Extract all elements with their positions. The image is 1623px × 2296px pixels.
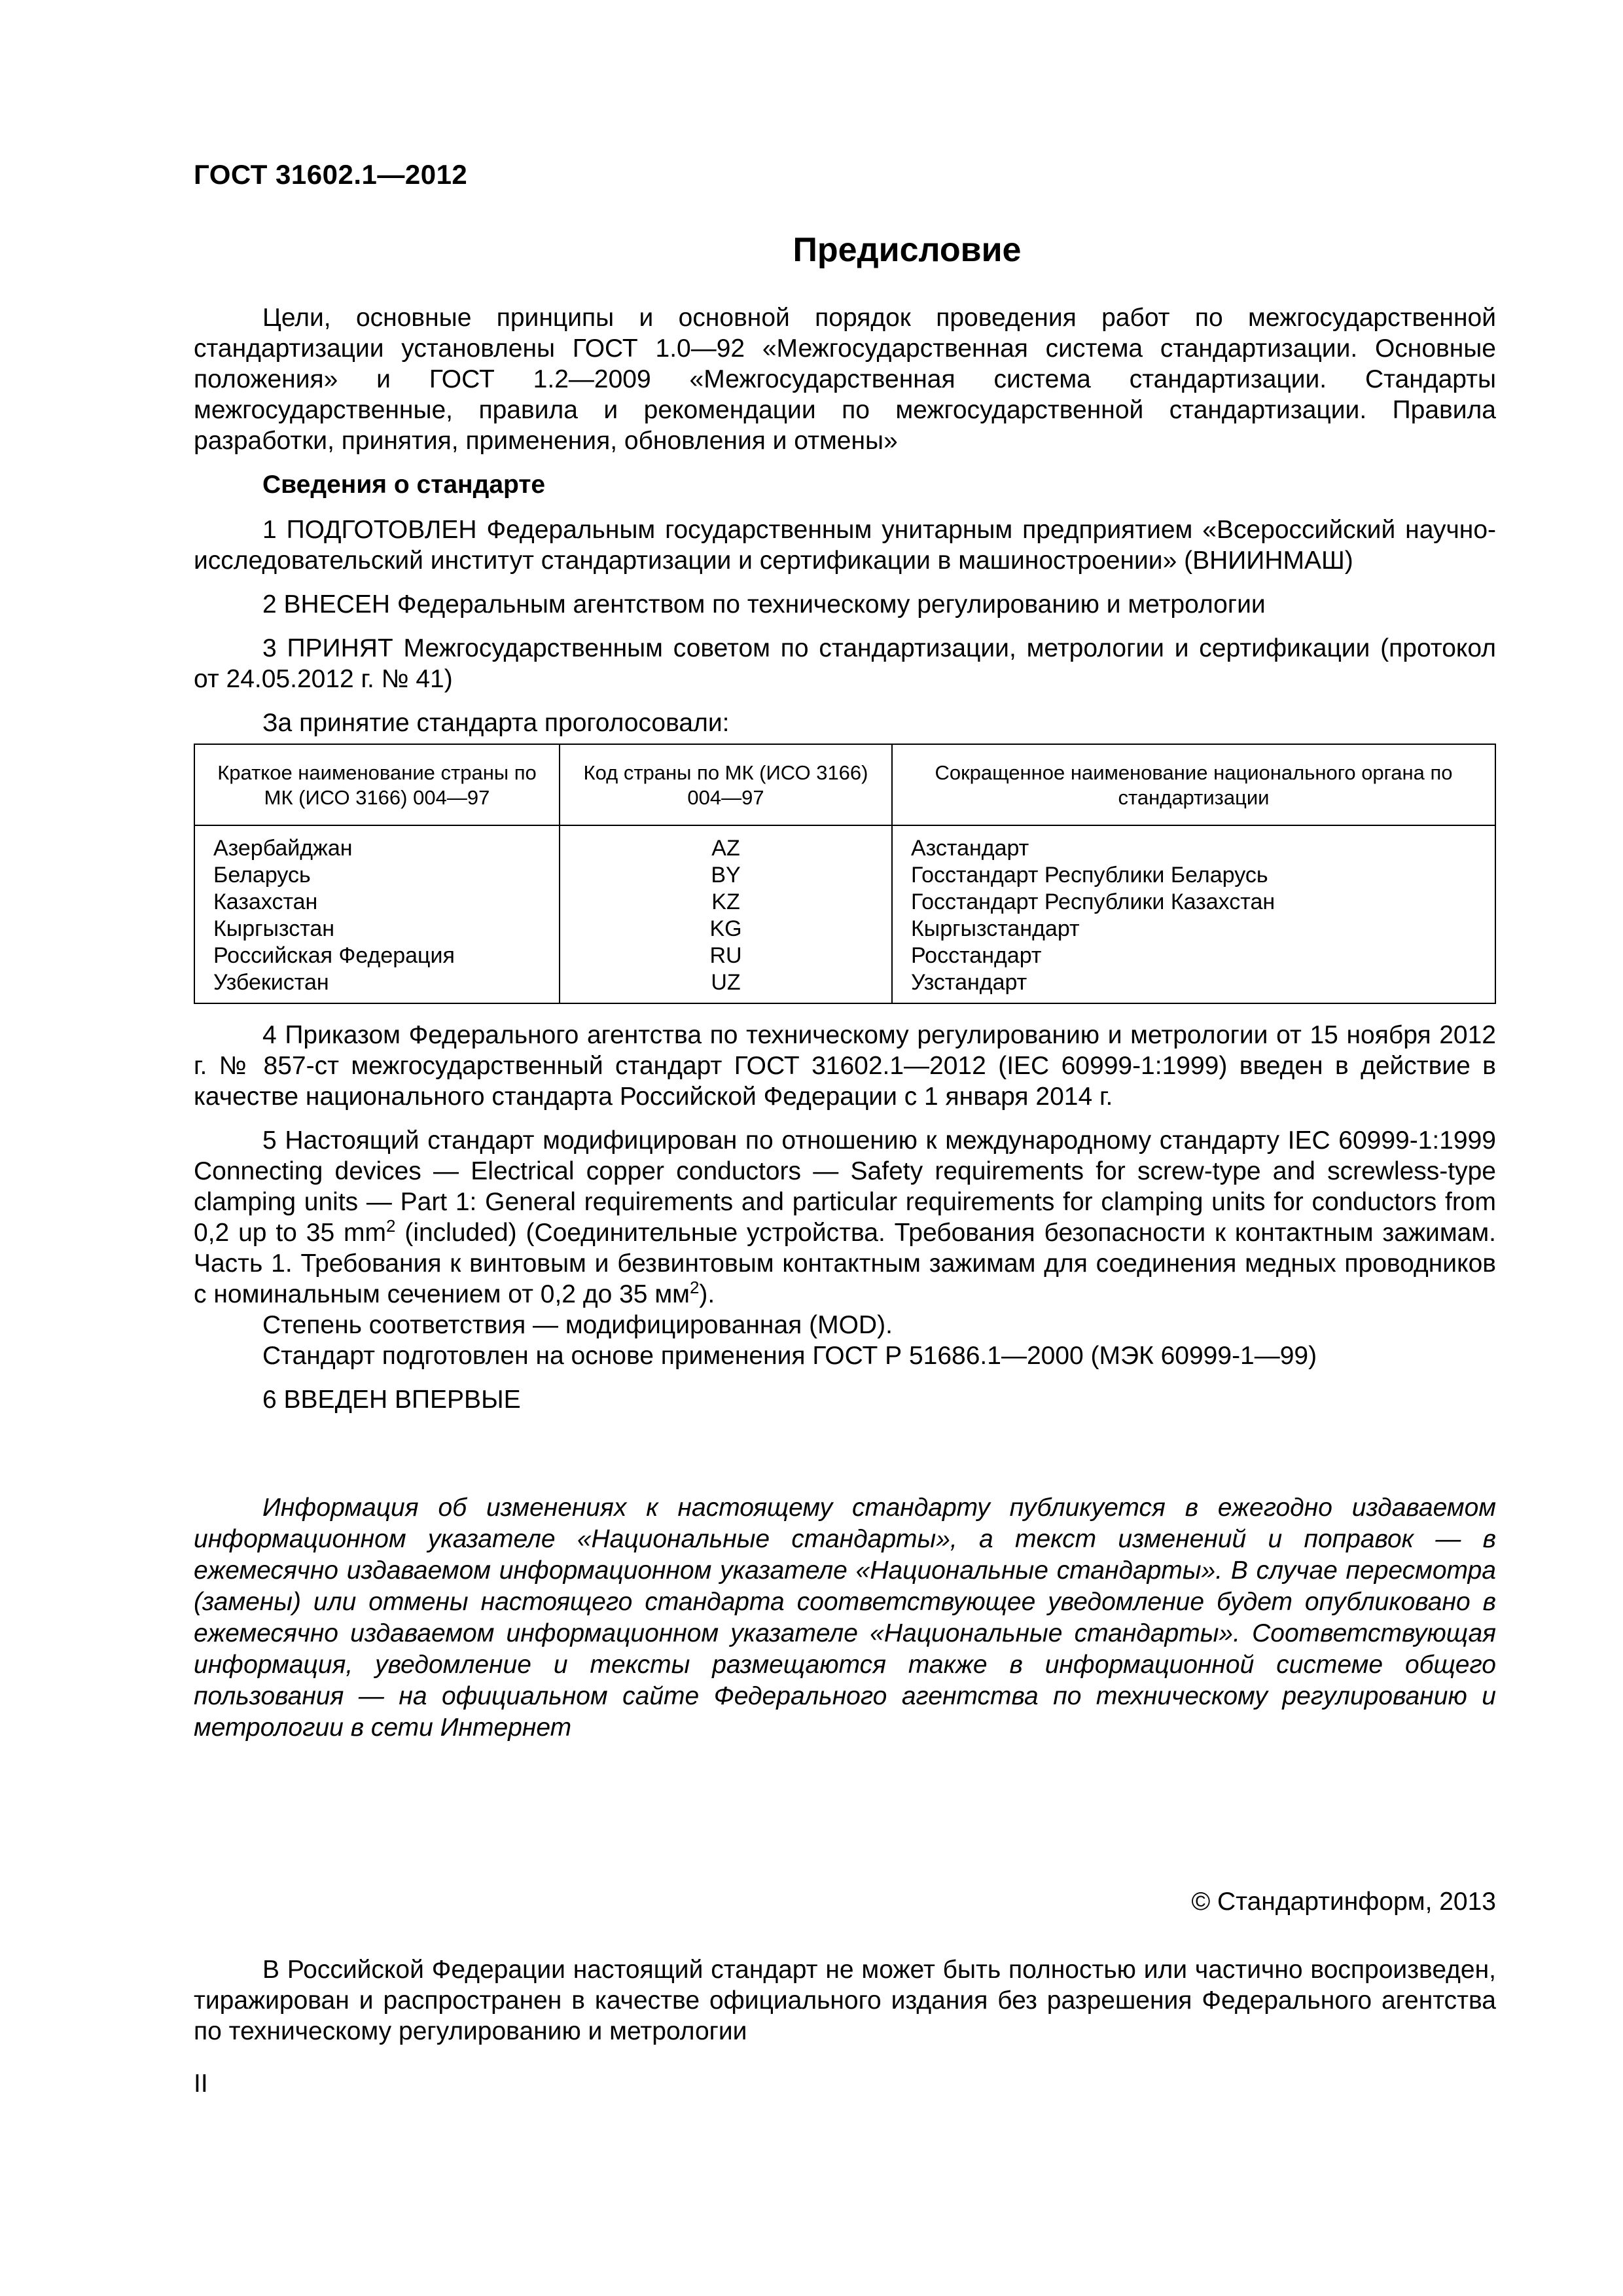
item-5-text-a: 5 Настоящий стандарт модифицирован по отношению к международному стандарту IEC 60999-1:1999 Connecting devices — Electrical copper conductors — Safety requirements for screw-type and screwless-type clamping units — Part 1: General requirements and particular requirements for clamping units for conductors from 0,2 up to 35 mm: [194, 1126, 1496, 1247]
intro-paragraph: Цели, основные принципы и основной порядок проведения работ по межгосударственной стандартизации установлены ГОСТ 1.0—92 «Межгосударственная система стандартизации. Основные положения» и ГОСТ 1.2—2009 «Межгосударственная система стандартизации. Стандарты межгосударственные, правила и рекомендации по межгосударственной стандартизации. Правила разработки, принятия, применения, обновления и отмены»: [194, 304, 1496, 455]
country-cell: Беларусь: [194, 862, 560, 889]
code-cell: KZ: [560, 889, 892, 916]
table-row: [194, 969, 1495, 1003]
body-cell: Узстандарт: [892, 969, 1495, 1003]
code-cell: UZ: [560, 969, 892, 1003]
country-cell: Российская Федерация: [194, 942, 560, 969]
body-cell: Кыргызстандарт: [892, 916, 1495, 942]
voting-table: [194, 744, 1496, 1004]
table-row: [194, 916, 1495, 942]
table-header-country: Краткое наименование страны по МК (ИСО 3166) 004—97: [194, 744, 560, 825]
country-cell: Казахстан: [194, 889, 560, 916]
page-number: II: [194, 2070, 208, 2098]
changes-information: Информация об изменениях к настоящему стандарту публикуется в ежегодно издаваемом информационном указателе «Национальные стандарты», а текст изменений и поправок — в ежемесячно издаваемом информационном указателе «Национальные стандарты». В случае пересмотра (замены) или отмены настоящего стандарта соответствующее уведомление будет опубликовано в ежемесячно издаваемом информационном указателе «Национальные стандарты». Соответствующая информация, уведомление и тексты размещаются также в информационной системе общего пользования — на официальном сайте Федерального агентства по техническому регулированию и метрологии в сети Интернет: [194, 1494, 1496, 1742]
item-5-text-b: (included) (Соединительные устройства. Требования безопасности к контактным зажимам. Часть 1. Требования к винтовым и безвинтовым контактным зажимам для соединения медных проводников с номинальным сечением от 0,2 до 35 мм: [194, 1219, 1496, 1308]
code-cell: AZ: [560, 825, 892, 862]
table-row: [194, 825, 1495, 862]
reproduction-notice: В Российской Федерации настоящий стандарт не может быть полностью или частично воспроизведен, тиражирован и распространен в качестве официального издания без разрешения Федерального агентства по техническому регулированию и метрологии: [194, 1956, 1496, 2045]
item-3-adopted: 3 ПРИНЯТ Межгосударственным советом по стандартизации, метрологии и сертификации (протокол от 24.05.2012 г. № 41): [194, 634, 1496, 693]
superscript: 2: [385, 1216, 396, 1236]
code-cell: BY: [560, 862, 892, 889]
table-row: [194, 942, 1495, 969]
table-header-code: Код страны по МК (ИСО 3166) 004—97: [560, 744, 892, 825]
country-cell: Узбекистан: [194, 969, 560, 1003]
table-header-row: [194, 744, 1495, 825]
item-5-text-c: ).: [699, 1280, 715, 1308]
code-cell: KG: [560, 916, 892, 942]
voted-label: За принятие стандарта проголосовали:: [262, 709, 730, 737]
body-cell: Госстандарт Республики Беларусь: [892, 862, 1495, 889]
table-row: [194, 889, 1495, 916]
body-cell: Азстандарт: [892, 825, 1495, 862]
body-cell: Госстандарт Республики Казахстан: [892, 889, 1495, 916]
basis-standard: Стандарт подготовлен на основе применения ГОСТ Р 51686.1—2000 (МЭК 60999-1—99): [262, 1342, 1317, 1370]
table-row: [194, 862, 1495, 889]
superscript: 2: [689, 1278, 700, 1297]
page-title: Предисловие: [793, 231, 1022, 269]
code-cell: RU: [560, 942, 892, 969]
item-2-introduced: 2 ВНЕСЕН Федеральным агентством по техническому регулированию и метрологии: [262, 590, 1266, 619]
copyright-line: © Стандартинформ, 2013: [1191, 1888, 1496, 1916]
info-heading: Сведения о стандарте: [262, 471, 546, 499]
document-number: ГОСТ 31602.1—2012: [194, 159, 468, 190]
country-cell: Кыргызстан: [194, 916, 560, 942]
item-1-prepared: 1 ПОДГОТОВЛЕН Федеральным государственным унитарным предприятием «Всероссийский научно-исследовательский институт стандартизации и сертификации в машиностроении» (ВНИИНМАШ): [194, 516, 1496, 575]
degree-of-conformity: Степень соответствия — модифицированная (MOD).: [262, 1311, 893, 1339]
country-cell: Азербайджан: [194, 825, 560, 862]
foreword-body: [194, 302, 1496, 1428]
item-6-introduced-first: 6 ВВЕДЕН ВПЕРВЫЕ: [262, 1386, 521, 1414]
table-header-body: Сокращенное наименование национального органа по стандартизации: [892, 744, 1495, 825]
item-4-order: 4 Приказом Федерального агентства по техническому регулированию и метрологии от 15 ноября 2012 г. № 857-ст межгосударственный стандарт ГОСТ 31602.1—2012 (IEC 60999-1:1999) введен в действие в качестве национального стандарта Российской Федерации с 1 января 2014 г.: [194, 1021, 1496, 1111]
body-cell: Росстандарт: [892, 942, 1495, 969]
item-5-modified: [194, 1125, 1496, 1310]
